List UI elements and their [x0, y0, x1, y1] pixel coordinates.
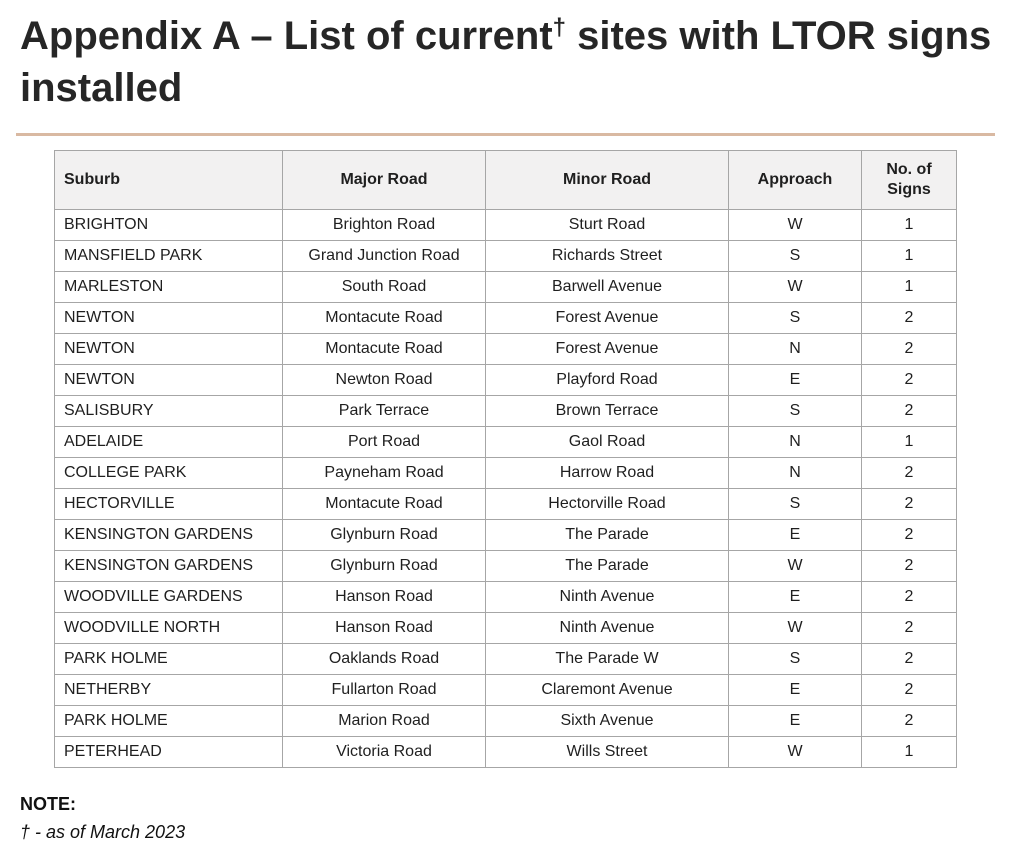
cell-no-of-signs: 1 — [862, 210, 957, 241]
cell-suburb: WOODVILLE GARDENS — [55, 582, 283, 613]
cell-major-road: Marion Road — [283, 706, 486, 737]
cell-approach: W — [729, 613, 862, 644]
cell-suburb: KENSINGTON GARDENS — [55, 520, 283, 551]
cell-major-road: Glynburn Road — [283, 520, 486, 551]
cell-no-of-signs: 2 — [862, 520, 957, 551]
cell-approach: W — [729, 551, 862, 582]
cell-suburb: NETHERBY — [55, 675, 283, 706]
cell-minor-road: Ninth Avenue — [486, 582, 729, 613]
cell-no-of-signs: 1 — [862, 427, 957, 458]
cell-approach: W — [729, 737, 862, 768]
header-major-road: Major Road — [283, 151, 486, 210]
cell-minor-road: Hectorville Road — [486, 489, 729, 520]
cell-approach: W — [729, 210, 862, 241]
table-header-row — [55, 151, 957, 210]
header-no-of-signs — [862, 151, 957, 210]
cell-no-of-signs: 2 — [862, 458, 957, 489]
cell-minor-road: Wills Street — [486, 737, 729, 768]
cell-approach: S — [729, 644, 862, 675]
cell-minor-road: Claremont Avenue — [486, 675, 729, 706]
cell-minor-road: Barwell Avenue — [486, 272, 729, 303]
cell-suburb: PARK HOLME — [55, 706, 283, 737]
cell-major-road: Fullarton Road — [283, 675, 486, 706]
cell-no-of-signs: 2 — [862, 551, 957, 582]
cell-approach: S — [729, 396, 862, 427]
cell-minor-road: The Parade — [486, 551, 729, 582]
cell-approach: E — [729, 520, 862, 551]
title-part-1: Appendix A – List of current — [20, 14, 553, 58]
cell-major-road: Payneham Road — [283, 458, 486, 489]
cell-minor-road: Brown Terrace — [486, 396, 729, 427]
cell-major-road: Grand Junction Road — [283, 241, 486, 272]
cell-suburb: COLLEGE PARK — [55, 458, 283, 489]
cell-suburb: NEWTON — [55, 365, 283, 396]
cell-no-of-signs: 2 — [862, 706, 957, 737]
cell-no-of-signs: 2 — [862, 365, 957, 396]
header-signs-line-2: Signs — [887, 181, 931, 198]
cell-major-road: Hanson Road — [283, 613, 486, 644]
cell-suburb: WOODVILLE NORTH — [55, 613, 283, 644]
cell-approach: S — [729, 303, 862, 334]
cell-minor-road: Forest Avenue — [486, 303, 729, 334]
table-row — [55, 582, 957, 613]
table-row — [55, 396, 957, 427]
cell-suburb: PARK HOLME — [55, 644, 283, 675]
cell-minor-road: Sixth Avenue — [486, 706, 729, 737]
table-row — [55, 272, 957, 303]
cell-minor-road: Forest Avenue — [486, 334, 729, 365]
cell-no-of-signs: 2 — [862, 675, 957, 706]
cell-major-road: Glynburn Road — [283, 551, 486, 582]
cell-minor-road: Playford Road — [486, 365, 729, 396]
cell-major-road: Montacute Road — [283, 303, 486, 334]
table-row — [55, 613, 957, 644]
header-approach: Approach — [729, 151, 862, 210]
table-row — [55, 520, 957, 551]
table-row — [55, 644, 957, 675]
cell-approach: S — [729, 489, 862, 520]
cell-approach: N — [729, 427, 862, 458]
note-heading: NOTE: — [20, 794, 76, 814]
cell-major-road: Montacute Road — [283, 489, 486, 520]
cell-minor-road: Gaol Road — [486, 427, 729, 458]
cell-major-road: Victoria Road — [283, 737, 486, 768]
cell-no-of-signs: 2 — [862, 334, 957, 365]
cell-major-road: Newton Road — [283, 365, 486, 396]
header-minor-road: Minor Road — [486, 151, 729, 210]
cell-suburb: MANSFIELD PARK — [55, 241, 283, 272]
table-row — [55, 427, 957, 458]
table-row — [55, 303, 957, 334]
cell-no-of-signs: 2 — [862, 303, 957, 334]
cell-approach: E — [729, 706, 862, 737]
cell-major-road: Hanson Road — [283, 582, 486, 613]
cell-no-of-signs: 2 — [862, 582, 957, 613]
cell-suburb: KENSINGTON GARDENS — [55, 551, 283, 582]
header-suburb: Suburb — [55, 151, 283, 210]
page-title — [20, 10, 1010, 114]
cell-major-road: Park Terrace — [283, 396, 486, 427]
cell-minor-road: The Parade W — [486, 644, 729, 675]
title-dagger: † — [552, 14, 566, 41]
cell-approach: W — [729, 272, 862, 303]
cell-major-road: Montacute Road — [283, 334, 486, 365]
cell-approach: E — [729, 675, 862, 706]
cell-no-of-signs: 1 — [862, 272, 957, 303]
table-row — [55, 706, 957, 737]
cell-approach: S — [729, 241, 862, 272]
cell-suburb: HECTORVILLE — [55, 489, 283, 520]
title-divider — [16, 133, 995, 136]
cell-no-of-signs: 2 — [862, 613, 957, 644]
cell-approach: E — [729, 582, 862, 613]
cell-no-of-signs: 1 — [862, 737, 957, 768]
table-body — [55, 210, 957, 768]
table-row — [55, 365, 957, 396]
note-text: † - as of March 2023 — [20, 822, 186, 842]
cell-no-of-signs: 2 — [862, 489, 957, 520]
cell-suburb: SALISBURY — [55, 396, 283, 427]
cell-no-of-signs: 1 — [862, 241, 957, 272]
cell-major-road: Port Road — [283, 427, 486, 458]
sites-table — [54, 150, 957, 768]
table-row — [55, 334, 957, 365]
cell-suburb: ADELAIDE — [55, 427, 283, 458]
table-row — [55, 489, 957, 520]
cell-suburb: PETERHEAD — [55, 737, 283, 768]
table-row — [55, 737, 957, 768]
cell-major-road: Oaklands Road — [283, 644, 486, 675]
cell-approach: E — [729, 365, 862, 396]
cell-no-of-signs: 2 — [862, 644, 957, 675]
cell-no-of-signs: 2 — [862, 396, 957, 427]
cell-major-road: South Road — [283, 272, 486, 303]
header-signs-line-1: No. of — [886, 161, 932, 178]
cell-minor-road: Ninth Avenue — [486, 613, 729, 644]
cell-suburb: NEWTON — [55, 334, 283, 365]
table-row — [55, 210, 957, 241]
title-part-2: sites with LTOR signs installed — [20, 14, 992, 110]
cell-minor-road: Richards Street — [486, 241, 729, 272]
cell-approach: N — [729, 458, 862, 489]
cell-suburb: NEWTON — [55, 303, 283, 334]
cell-approach: N — [729, 334, 862, 365]
table-row — [55, 675, 957, 706]
table-row — [55, 551, 957, 582]
table-row — [55, 241, 957, 272]
cell-major-road: Brighton Road — [283, 210, 486, 241]
cell-minor-road: Sturt Road — [486, 210, 729, 241]
cell-minor-road: The Parade — [486, 520, 729, 551]
cell-minor-road: Harrow Road — [486, 458, 729, 489]
table-row — [55, 458, 957, 489]
cell-suburb: BRIGHTON — [55, 210, 283, 241]
cell-suburb: MARLESTON — [55, 272, 283, 303]
